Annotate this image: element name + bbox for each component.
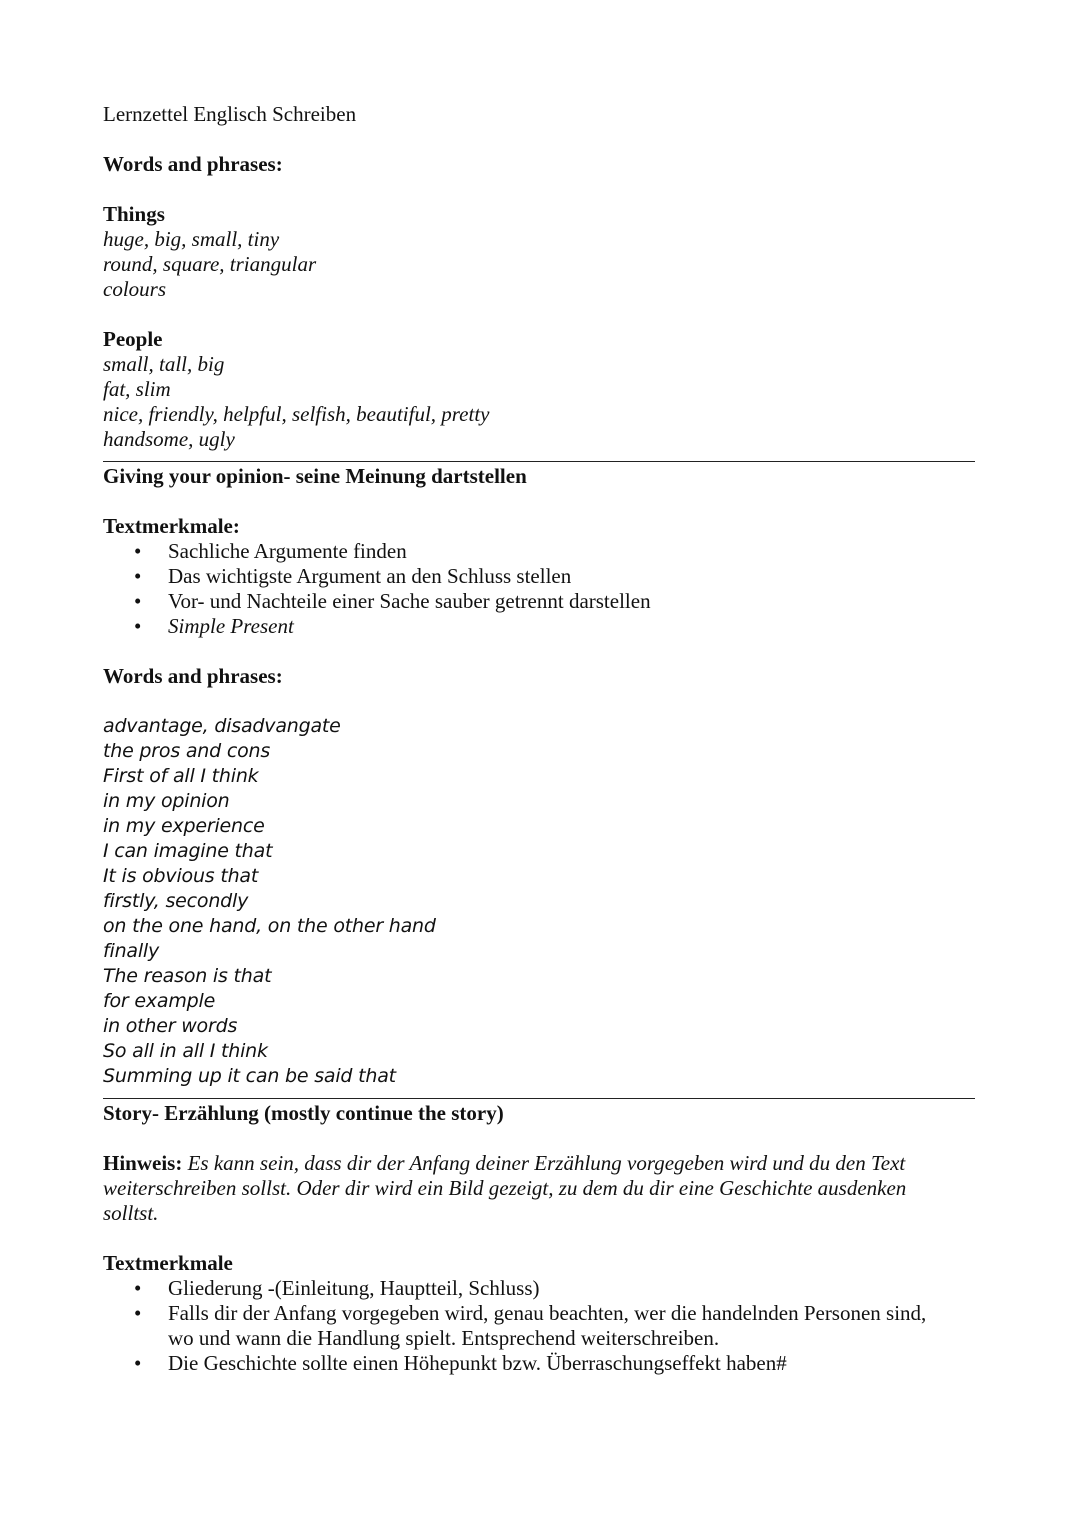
things-line: huge, big, small, tiny	[103, 227, 280, 251]
phrase-line: advantage, disadvangate	[103, 715, 341, 737]
phrase-line: firstly, secondly	[103, 890, 249, 912]
hint-label: Hinweis:	[103, 1151, 183, 1175]
opinion-phrase-list	[103, 714, 975, 1089]
bullet-icon: •	[134, 614, 142, 638]
bullet-text: Das wichtigste Argument an den Schluss stellen	[168, 564, 572, 588]
list-item	[103, 564, 975, 589]
people-line: small, tall, big	[103, 352, 225, 376]
phrase-line: So all in all I think	[103, 1040, 268, 1062]
bullet-text: Simple Present	[168, 614, 294, 638]
story-bullet-list	[103, 1276, 975, 1376]
opinion-phrases-title: Words and phrases:	[103, 664, 283, 688]
phrase-line: Summing up it can be said that	[103, 1065, 396, 1087]
bullet-text: wo und wann die Handlung spielt. Entsprechend weiterschreiben.	[168, 1326, 720, 1350]
bullet-icon: •	[134, 539, 142, 563]
people-line: nice, friendly, helpful, selfish, beautiful, pretty	[103, 402, 490, 426]
bullet-icon: •	[134, 589, 142, 613]
words-phrases-heading: Words and phrases:	[103, 152, 283, 176]
things-block	[103, 202, 975, 302]
phrase-line: It is obvious that	[103, 865, 259, 887]
phrase-line: finally	[103, 940, 160, 962]
list-item	[103, 539, 975, 564]
things-title: Things	[103, 202, 165, 226]
list-item	[103, 1276, 975, 1301]
list-item	[103, 589, 975, 614]
phrase-line: I can imagine that	[103, 840, 273, 862]
bullet-text: Sachliche Argumente finden	[168, 539, 407, 563]
people-line: fat, slim	[103, 377, 171, 401]
phrase-line: in my experience	[103, 815, 265, 837]
phrase-line: the pros and cons	[103, 740, 271, 762]
people-title: People	[103, 327, 163, 351]
opinion-textmerkmale-title: Textmerkmale:	[103, 514, 240, 538]
phrase-line: First of all I think	[103, 765, 259, 787]
bullet-icon: •	[134, 1351, 142, 1375]
phrase-line: in other words	[103, 1015, 238, 1037]
list-item	[103, 1301, 975, 1351]
hint-text: solltst.	[103, 1201, 159, 1225]
things-line: round, square, triangular	[103, 252, 317, 276]
hint-text: Es kann sein, dass dir der Anfang deiner Erzählung vorgegeben wird und du den Text	[182, 1151, 906, 1175]
bullet-icon: •	[134, 1276, 142, 1300]
bullet-icon: •	[134, 564, 142, 588]
document-title: Lernzettel Englisch Schreiben	[103, 102, 357, 126]
list-item	[103, 614, 975, 639]
story-textmerkmale-title: Textmerkmale	[103, 1251, 233, 1275]
document-page	[103, 102, 975, 1376]
bullet-text: Falls dir der Anfang vorgegeben wird, genau beachten, wer die handelnden Personen sind,	[168, 1301, 927, 1325]
bullet-icon: •	[134, 1301, 142, 1325]
things-line: colours	[103, 277, 166, 301]
phrase-line: for example	[103, 990, 216, 1012]
bullet-text: Die Geschichte sollte einen Höhepunkt bzw. Überraschungseffekt haben#	[168, 1351, 787, 1375]
story-hint	[103, 1151, 975, 1226]
opinion-heading: Giving your opinion- seine Meinung dartstellen	[103, 464, 527, 488]
bullet-text: Gliederung -(Einleitung, Hauptteil, Schluss)	[168, 1276, 540, 1300]
opinion-bullet-list	[103, 539, 975, 639]
people-line: handsome, ugly	[103, 427, 235, 451]
bullet-text: Vor- und Nachteile einer Sache sauber getrennt darstellen	[168, 589, 651, 613]
hint-text: weiterschreiben sollst. Oder dir wird ein Bild gezeigt, zu dem du dir eine Geschichte ausdenken	[103, 1176, 907, 1200]
list-item	[103, 1351, 975, 1376]
phrase-line: in my opinion	[103, 790, 230, 812]
phrase-line: on the one hand, on the other hand	[103, 915, 436, 937]
people-block	[103, 327, 975, 452]
phrase-line: The reason is that	[103, 965, 272, 987]
story-heading: Story- Erzählung (mostly continue the story)	[103, 1101, 504, 1125]
